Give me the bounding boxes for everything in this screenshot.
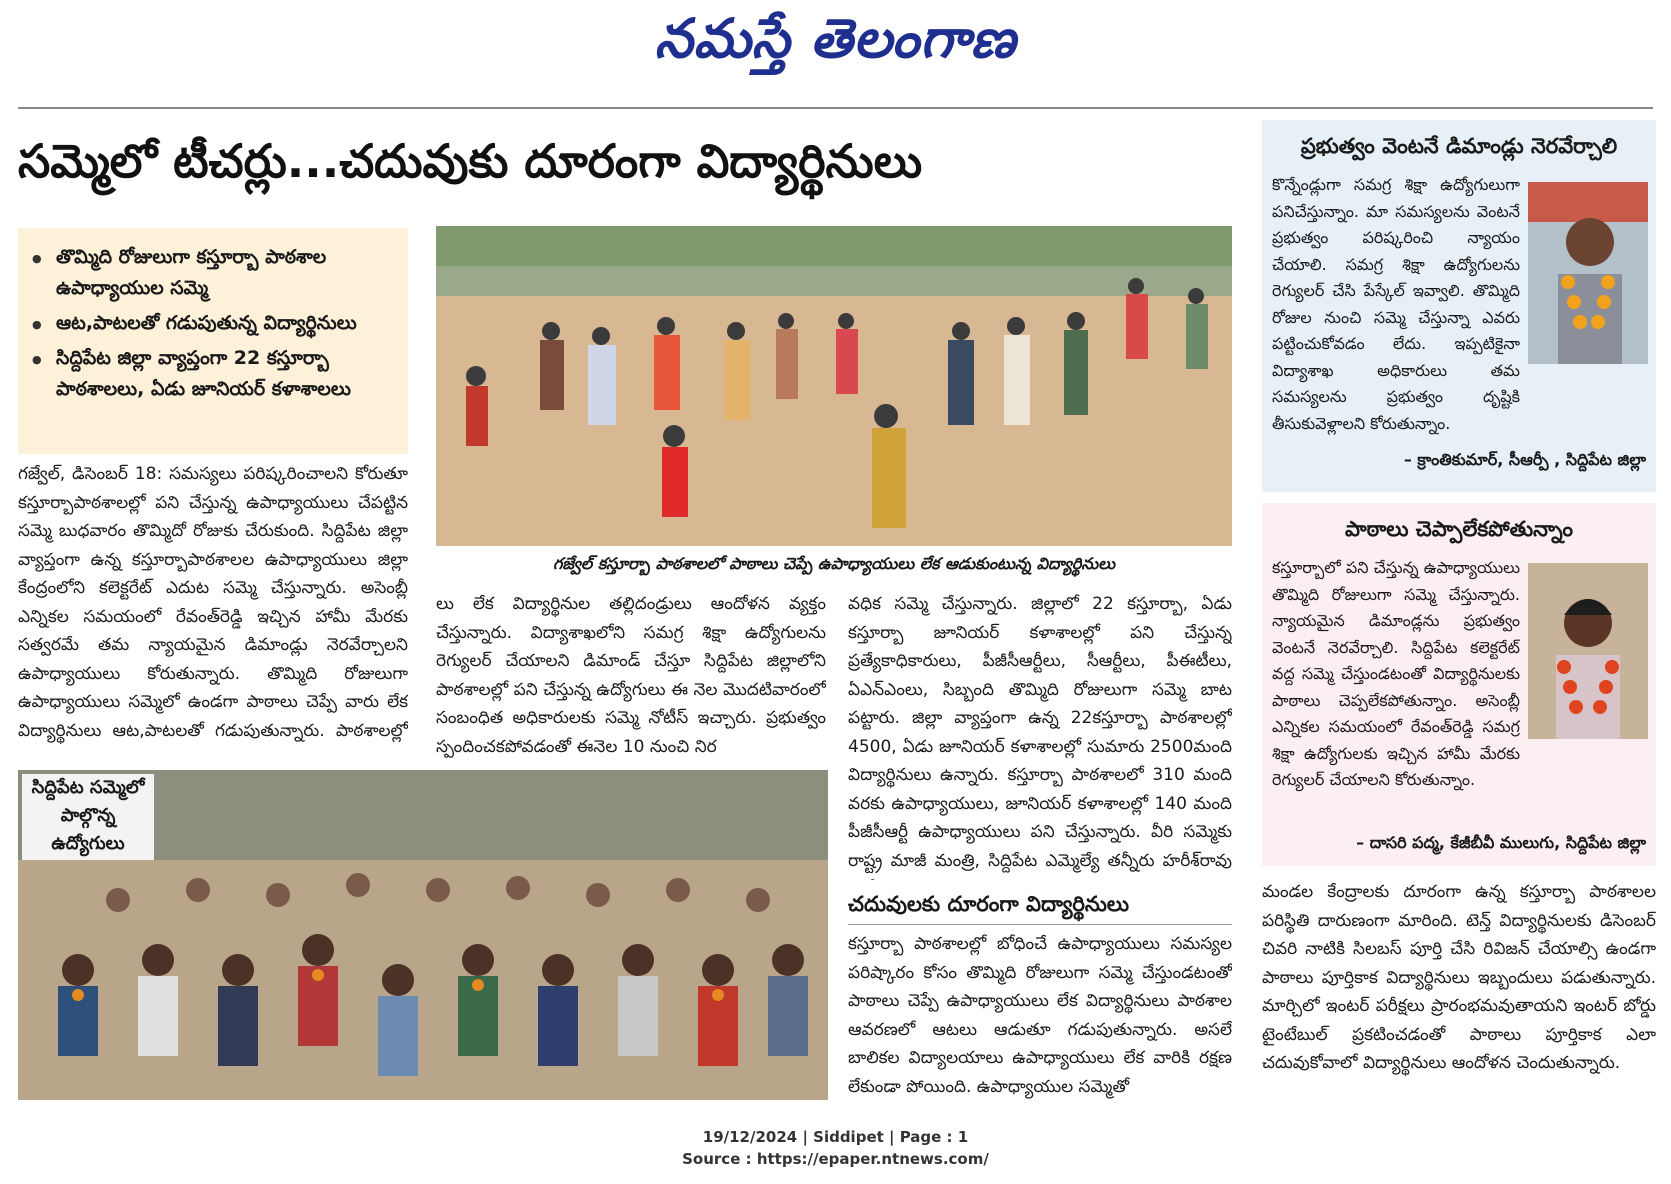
person-portrait-photo xyxy=(1528,563,1648,739)
students-playing-photo xyxy=(436,226,1232,546)
sidebar-quote-title: ప్రభుత్వం వెంటనే డిమాండ్లు నెరవేర్చాలి xyxy=(1300,134,1618,158)
sidebar-quote-signature: – క్రాంతికుమార్, సీఆర్పీ , సిద్దిపేట జిల్లా xyxy=(1403,450,1646,469)
photo-caption: గజ్వేల్ కస్తూర్బా పాఠశాలలో పాఠాలు చెప్పే ఉపాధ్యాయులు లేక ఆడుకుంటున్న విద్యార్థినులు xyxy=(552,554,1116,573)
article-column-1: గజ్వేల్, డిసెంబర్ 18: సమస్యలు పరిష్కరించాలని కోరుతూ కస్తూర్బాపాఠశాలల్లో పని చేస్తున్న ఉపాధ్యాయులు చేపట్టిన సమ్మె బుధవారం తొమ్మిదో రోజుకు చేరుకుంది. సిద్దిపేట జిల్లా వ్యాప్తంగా ఉన్న కస్తూర్బాపాఠశాలల ఉపాధ్యాయులు జిల్లా కేంద్రంలోని కలెక్టరేట్ ఎదుట సమ్మె చేస్తున్నారు. అసెంబ్లీ ఎన్నికల సమయంలో రేవంత్‌రెడ్డి ఇచ్చిన హామీ మేరకు సత్వరమే తమ న్యాయమైన డిమాండ్లు నెరవేర్చాలని ఉపాధ్యాయులు కోరుతున్నారు. తొమ్మిది రోజులుగా ఉపాధ్యాయులు సమ్మెలో ఉండగా పాఠాలు చెప్పే వారు లేక విద్యార్థినులు ఆట,పాటలతో గడుపుతున్నారు. పాఠశాలల్లో xyxy=(18,464,408,741)
highlight-item: ● సిద్దిపేట జిల్లా వ్యాప్తంగా 22 కస్తూర్బా పాఠశాలలు, ఏడు జూనియర్ కళాశాలలు xyxy=(56,343,396,405)
masthead-logo: నమస్తే తెలంగాణ xyxy=(654,6,1017,70)
sidebar-quote-box-1 xyxy=(1262,120,1656,492)
sidebar-quote-text: కస్తూర్బాలో పని చేస్తున్న ఉపాధ్యాయులు తొమ్మిది రోజులుగా సమ్మె చేస్తున్నారు. న్యాయమైన డిమాండ్లను ప్రభుత్వం వెంటనే నెరవేర్చాలి. సిద్దిపేట కలెక్టరేట్ వద్ద సమ్మె చేస్తుండటంతో విద్యార్థినులకు పాఠాలు చెప్పలేకపోతున్నాం. అసెంబ్లీ ఎన్నికల సమయంలో రేవంత్‌రెడ్డి సమగ్ర శిక్షా ఉద్యోగులకు ఇచ్చిన హామీ మేరకు రెగ్యులర్ చేయాలని కోరుతున్నాం. xyxy=(1272,558,1520,789)
highlight-item: ● ఆట,పాటలతో గడుపుతున్న విద్యార్థినులు xyxy=(56,308,396,339)
article-column-2: లు లేక విద్యార్థినుల తల్లిదండ్రులు ఆందోళన వ్యక్తం చేస్తున్నారు. విద్యాశాఖలోని సమగ్ర శిక్షా ఉద్యోగులను రెగ్యులర్ చేయాలని డిమాండ్ చేస్తూ సిద్దిపేట జిల్లాలోని పాఠశాలల్లో పని చేస్తున్న ఉద్యోగులు ఈ నెల మొదటివారంలో సంబంధిత అధికారులకు సమ్మె నోటీస్ ఇచ్చారు. ప్రభుత్వం స్పందించకపోవడంతో ఈనెల 10 నుంచి నిర xyxy=(436,594,826,757)
masthead-divider xyxy=(18,107,1653,109)
article-column-3: వధిక సమ్మె చేస్తున్నారు. జిల్లాలో 22 కస్తూర్బా, ఏడు కస్తూర్బా జూనియర్ కళాశాలల్లో పని చేస్తున్న ప్రత్యేకాధికారులు, పీజీసీఆర్టీలు, సీఆర్టీలు, పీఈటీలు, ఏఎన్ఎంలు, సిబ్బంది తొమ్మిది రోజులుగా సమ్మె బాట పట్టారు. జిల్లా వ్యాప్తంగా ఉన్న 22కస్తూర్బా పాఠశాలల్లో 4500, ఏడు జూనియర్ కళాశాలల్లో సుమారు 2500మంది విద్యార్థినులు ఉన్నారు. కస్తూర్బా పాఠశాలలో 310 మంది వరకు ఉపాధ్యాయులు, జూనియర్ కళాశాలల్లో 140 మంది పీజీసీఆర్టీ ఉపాధ్యాయులు పని చేస్తున్నారు. వీరి సమ్మెకు రాష్ట్ర మాజీ మంత్రి, సిద్దిపేట ఎమ్మెల్యే తన్నీరు హరీశ్‌రావు xyxy=(848,594,1232,871)
subsection-text: కస్తూర్బా పాఠశాలల్లో బోధించే ఉపాధ్యాయులు సమస్యల పరిష్కారం కోసం తొమ్మిది రోజులుగా సమ్మె చేస్తుండటంతో పాఠాలు చెప్పే ఉపాధ్యాయులు లేక విద్యార్థినులు పాఠశాల ఆవరణలో ఆటలు ఆడుతూ గడుపుతున్నారు. అసలే బాలికల విద్యాలయాలు ఉపాధ్యాయులు లేక వారికి రక్షణ లేకుండా పోయింది. ఉపాధ్యాయుల సమ్మెతో xyxy=(848,934,1232,1097)
footer-source-link[interactable]: Source : https://epaper.ntnews.com/ xyxy=(682,1150,989,1168)
subsection-heading: చదువులకు దూరంగా విద్యార్థినులు xyxy=(848,892,1130,916)
subsection-divider xyxy=(848,924,1232,925)
article-headline: సమ్మెలో టీచర్లు...చదువుకు దూరంగా విద్యార్థినులు xyxy=(18,134,923,188)
footer-date-edition: 19/12/2024 | Siddipet | Page : 1 xyxy=(702,1128,969,1146)
sidebar-quote-text: కొన్నేండ్లుగా సమగ్ర శిక్షా ఉద్యోగులుగా పనిచేస్తున్నాం. మా సమస్యలను వెంటనే ప్రభుత్వం పరిష్కరించి న్యాయం చేయాలి. సమగ్ర శిక్షా ఉద్యోగులను రెగ్యులర్ చేసి పేస్కేల్ ఇవ్వాలి. తొమ్మిది రోజుల నుంచి సమ్మె చేస్తున్నా ఎవరు పట్టించుకోవడం లేదు. ఇప్పటికైనా విద్యాశాఖ అధికారులు తమ సమస్యలను ప్రభుత్వం దృష్టికి తీసుకువెళ్లాలని కోరుతున్నాం. xyxy=(1272,175,1520,433)
sidebar-quote-box-2 xyxy=(1262,503,1656,866)
photo-inset-label: సిద్దిపేట సమ్మెలో పాల్గొన్న ఉద్యోగులు xyxy=(22,774,154,860)
sidebar-quote-signature: – దాసరి పద్మ, కేజీబీవీ ములుగు, సిద్దిపేట జిల్లా xyxy=(1356,833,1646,852)
highlight-item: ● తొమ్మిది రోజులుగా కస్తూర్బా పాఠశాల ఉపాధ్యాయుల సమ్మె xyxy=(56,242,396,304)
article-right-column: మండల కేంద్రాలకు దూరంగా ఉన్న కస్తూర్బా పాఠశాలల పరిస్థితి దారుణంగా మారింది. టెన్త్ విద్యార్థినులకు డిసెంబర్ చివరి నాటికి సిలబస్ పూర్తి చేసి రివిజన్ చేయాల్సి ఉండగా పాఠాలు పూర్తికాక విద్యార్థినులు ఇబ్బందులు పడుతున్నారు. మార్చిలో ఇంటర్ పరీక్షలు ప్రారంభమవుతాయని ఇంటర్ బోర్డు టైంటేబుల్ ప్రకటించడంతో పాఠాలు పూర్తికాక ఎలా చదువుకోవాలో విద్యార్థినులు ఆందోళన చెందుతున్నారు. xyxy=(1262,882,1656,1073)
person-portrait-photo xyxy=(1528,182,1648,364)
sidebar-quote-title: పాఠాలు చెప్పాలేకపోతున్నాం xyxy=(1344,517,1574,541)
highlights-box xyxy=(18,228,408,454)
